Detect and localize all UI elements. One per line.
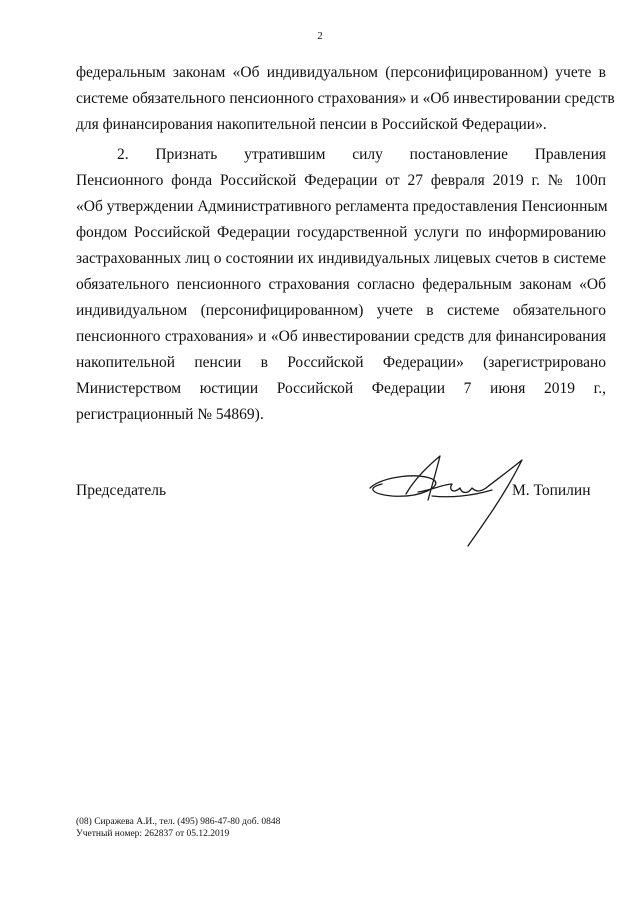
paragraph-2-line: застрахованных лиц о состоянии их индивидуальных лицевых счетов в системе xyxy=(76,250,606,267)
paragraph-2-line: фондом Российской Федерации государственной услуги по информированию xyxy=(76,224,606,241)
paragraph-2-line: пенсионного страхования» и «Об инвестировании средств для финансирования xyxy=(76,328,606,345)
paragraph-2-line: накопительной пенсии в Российской Федерации» (зарегистрировано xyxy=(76,354,606,371)
paragraph-2-line: обязательного пенсионного страхования согласно федеральным законам «Об xyxy=(76,276,606,293)
handwritten-signature xyxy=(362,450,532,550)
paragraph-2-line: регистрационный № 54869). xyxy=(76,406,264,423)
paragraph-1-line: федеральным законам «Об индивидуальном (персонифицированном) учете в xyxy=(76,64,606,81)
signatory-title: Председатель xyxy=(76,482,167,499)
paragraph-1-line: системе обязательного пенсионного страхования» и «Об инвестировании средств xyxy=(76,90,615,107)
signatory-name: М. Топилин xyxy=(512,482,591,499)
paragraph-2-line: Министерством юстиции Российской Федерации 7 июня 2019 г., xyxy=(76,380,606,397)
paragraph-2-line: «Об утверждении Административного регламента предоставления Пенсионным xyxy=(76,198,608,215)
page-number: 2 xyxy=(317,30,323,42)
paragraph-2-line: Пенсионного фонда Российской Федерации от 27 февраля 2019 г. № 100п xyxy=(76,172,606,189)
footer-executor: (08) Сиражева А.И., тел. (495) 986-47-80 доб. 0848 xyxy=(76,817,281,827)
paragraph-2-line: 2. Признать утратившим силу постановление Правления xyxy=(117,146,606,163)
footer-registration: Учетный номер: 262837 от 05.12.2019 xyxy=(76,829,230,839)
paragraph-2-line: индивидуальном (персонифицированном) учете в системе обязательного xyxy=(76,302,606,319)
paragraph-1-line: для финансирования накопительной пенсии в Российской Федерации». xyxy=(76,116,547,133)
